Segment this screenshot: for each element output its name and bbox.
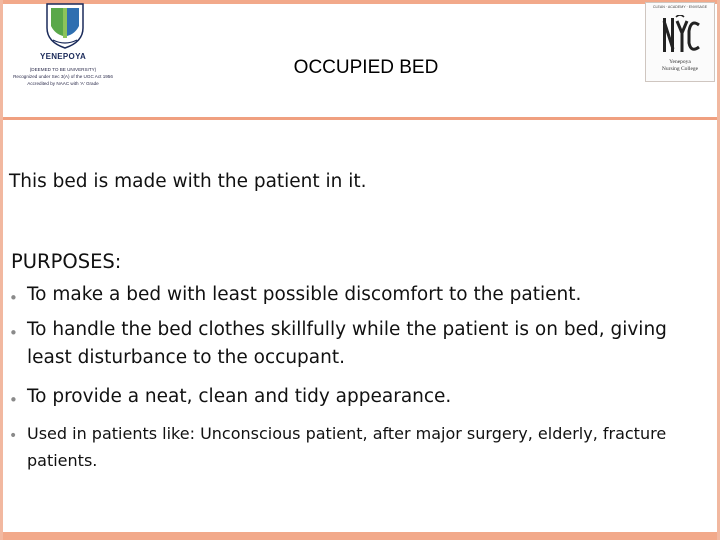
bullet-icon: •: [9, 428, 18, 444]
college-monogram-icon: [659, 15, 701, 55]
college-motto: CLEAN · ACADEMY · ENVISAGE: [652, 5, 708, 9]
header-divider: [3, 117, 717, 120]
list-item-text: To make a bed with least possible discomfort to the patient.: [27, 284, 582, 305]
university-crest-icon: [43, 2, 87, 50]
nursing-college-logo: [645, 2, 715, 82]
bullet-icon: •: [9, 289, 18, 307]
list-item-text: To handle the bed clothes skillfully while the patient is on bed, giving least disturbance to the occupant.: [27, 319, 667, 368]
yenepoya-university-logo: [9, 0, 117, 100]
bullet-icon: •: [9, 391, 18, 409]
slide-title: OCCUPIED BED: [293, 57, 439, 78]
purposes-heading: PURPOSES:: [11, 250, 122, 273]
intro-text: This bed is made with the patient in it.: [9, 171, 367, 192]
bullet-icon: •: [9, 324, 18, 342]
university-name: YENEPOYA: [39, 52, 87, 61]
college-name-line-2: Nursing College: [661, 66, 699, 72]
university-recognition: Recognized under Sec 3(A) of the UGC Act 1956: [13, 74, 113, 79]
list-item-text: Used in patients like: Unconscious patient, after major surgery, elderly, fracture patients.: [27, 424, 667, 470]
university-accreditation: Accredited by NAAC with 'A' Grade: [27, 81, 99, 86]
college-name-line-1: Yenepoya: [669, 59, 691, 65]
bottom-accent-band: [3, 532, 717, 540]
university-subtitle: (DEEMED TO BE UNIVERSITY): [29, 67, 97, 72]
list-item-text: To provide a neat, clean and tidy appearance.: [27, 386, 452, 407]
